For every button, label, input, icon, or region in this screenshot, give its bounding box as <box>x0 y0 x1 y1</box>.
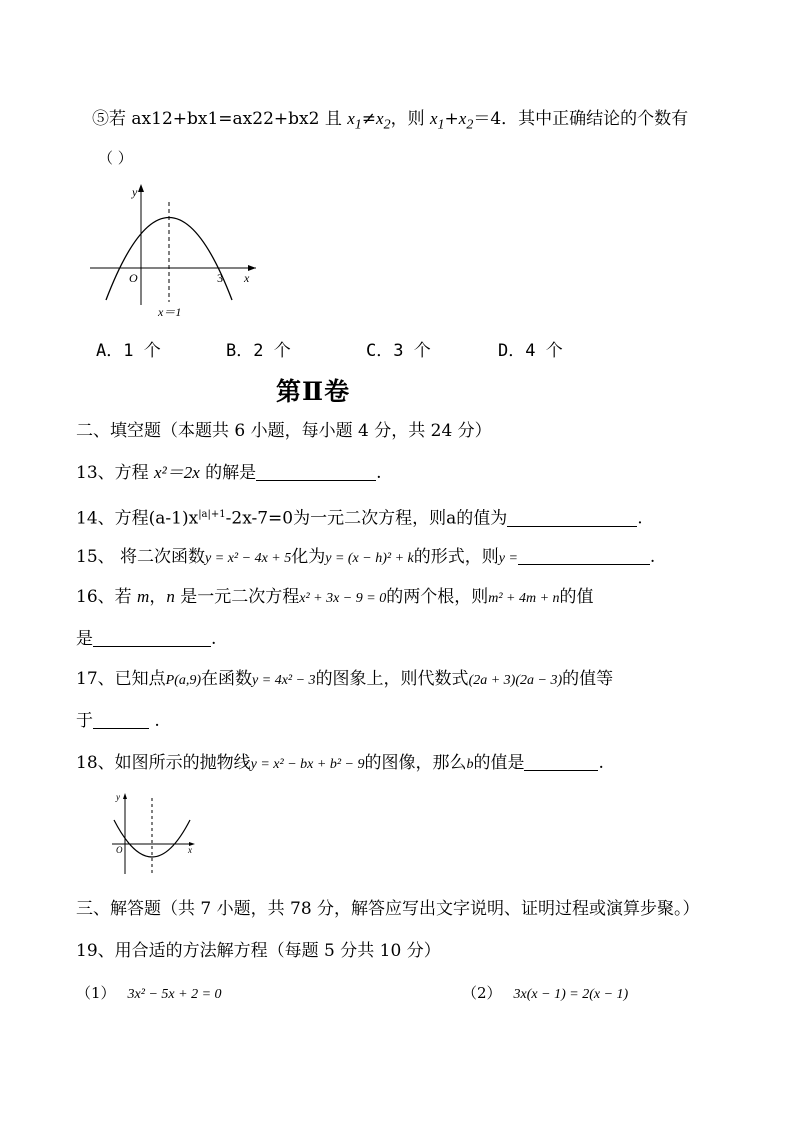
option-d: D．4 个 <box>498 341 563 361</box>
q12-item5-tail: ＝4．其中正确结论的个数有 <box>473 109 689 129</box>
origin-label: O <box>129 271 138 285</box>
sub-1: 1 <box>354 117 362 133</box>
q19-part2 <box>462 982 628 1006</box>
part2-header: 二、填空题（本题共 6 小题，每小题 4 分，共 24 分） <box>76 421 492 441</box>
q17-answer-blank[interactable] <box>93 712 149 729</box>
origin-label: O <box>116 845 123 855</box>
var-x2: x <box>376 109 384 128</box>
q12-item5-lead: ⑤若 ax12+bx1=ax22+bx2 且 <box>92 109 348 129</box>
symmetry-label: x＝1 <box>158 305 182 319</box>
q16-tail: 的值 <box>559 587 594 607</box>
q18 <box>76 752 604 776</box>
q14-answer-blank[interactable] <box>507 510 637 527</box>
q15 <box>76 546 655 570</box>
q14-end: . <box>637 508 643 529</box>
q15-mid: 化为 <box>291 547 326 567</box>
q16-var-m: m <box>137 587 150 606</box>
q12-answer-paren: （ ） <box>98 149 133 167</box>
q19-p2-label: （2） <box>462 984 502 1002</box>
q15-function: y = x² − 4x + 5 <box>205 551 292 566</box>
sub-2b: 2 <box>466 117 474 133</box>
q16-comma: ， <box>149 587 167 607</box>
q12-item5 <box>92 108 688 136</box>
neq-sign: ≠ <box>361 109 377 129</box>
sub-1b: 1 <box>437 117 445 133</box>
tick-3-label: 3 <box>217 271 223 285</box>
q14 <box>76 504 643 530</box>
q19-p1-equation: 3x² − 5x + 2 = 0 <box>127 987 222 1002</box>
q15-y-eq: y = <box>498 551 518 566</box>
q19-title: 19、用合适的方法解方程（每题 5 分共 10 分） <box>76 941 441 961</box>
q18-function: y = x² − bx + b² − 9 <box>250 757 365 772</box>
section-title: 第Ⅱ卷 <box>276 377 351 406</box>
plus-sign: + <box>444 109 459 129</box>
q13-end: . <box>376 463 382 483</box>
q15-pre: 15、 将二次函数 <box>76 547 206 567</box>
var-x1b: x <box>429 109 438 128</box>
option-c: C．3 个 <box>366 341 431 361</box>
q16-pre: 16、若 <box>76 587 138 607</box>
q17-function: y = 4x² − 3 <box>252 673 316 688</box>
q19-p1-label: （1） <box>76 984 116 1002</box>
q18-var-b: b <box>466 757 474 772</box>
q13-post: 的解是 <box>199 463 257 483</box>
y-axis-arrow-icon <box>138 184 144 192</box>
q18-answer-blank[interactable] <box>524 754 598 771</box>
q17-line2 <box>76 710 160 732</box>
q18-parabola-graph <box>108 790 203 876</box>
q17-pre: 17、已知点 <box>76 669 166 689</box>
q16-expression: m² + 4m + n <box>488 591 560 606</box>
q16-end: . <box>211 629 217 649</box>
sub-2: 2 <box>383 117 391 133</box>
q13-pre: 13、方程 <box>76 463 155 483</box>
var-x2b: x <box>458 109 467 128</box>
q16-line2-text: 是 <box>76 629 93 649</box>
q18-end: . <box>598 753 604 773</box>
q17 <box>76 668 613 692</box>
q17-end: . <box>149 711 160 731</box>
q12-parabola-graph <box>84 180 264 320</box>
q13 <box>76 462 382 484</box>
q17-point: P(a,9) <box>165 673 202 688</box>
q15-end: . <box>649 547 656 567</box>
q16-answer-blank[interactable] <box>93 630 211 647</box>
y-axis-arrow-icon <box>123 793 127 799</box>
x-axis-label: x <box>188 845 192 855</box>
q16-mid: 是一元二次方程 <box>174 587 300 607</box>
q14-exponent: |a|+1 <box>198 509 226 520</box>
q16-equation: x² + 3x − 9 = 0 <box>299 591 387 606</box>
q19-part1 <box>76 982 222 1006</box>
q18-mid: 的图像，那么 <box>364 753 467 773</box>
q13-equation: x²＝2x <box>154 463 200 482</box>
q16-var-n: n <box>166 587 175 606</box>
x-axis-label: x <box>244 271 250 285</box>
q17-mid: 在函数 <box>201 669 253 689</box>
q17-post: 的图象上，则代数式 <box>315 669 469 689</box>
q16 <box>76 586 594 610</box>
part3-header: 三、解答题（共 7 小题，共 78 分，解答应写出文字说明、证明过程或演算步聚。） <box>76 899 700 919</box>
q14-mid: -2x-7=0为一元二次方程，则a的值为 <box>225 508 508 529</box>
q19-p2-equation: 3x(x − 1) = 2(x − 1) <box>513 987 629 1002</box>
q17-line2-text: 于 <box>76 711 93 731</box>
var-x1: x <box>347 109 355 128</box>
q15-answer-blank[interactable] <box>518 548 650 565</box>
option-b: B．2 个 <box>226 341 291 361</box>
y-axis-label: y <box>116 792 120 802</box>
q12-item5-mid: ，则 <box>390 109 430 129</box>
q16-post: 的两个根，则 <box>386 587 489 607</box>
q18-post: 的值是 <box>473 753 525 773</box>
q18-pre: 18、如图所示的抛物线 <box>76 753 251 773</box>
y-axis-label: y <box>132 185 138 199</box>
q16-line2 <box>76 628 216 650</box>
q13-answer-blank[interactable] <box>256 464 376 481</box>
q15-vertex-form: y = (x − h)² + k <box>325 551 414 566</box>
q17-tail: 的值等 <box>562 669 614 689</box>
q15-post: 的形式，则 <box>413 547 499 567</box>
q17-expression: (2a + 3)(2a − 3) <box>468 673 563 688</box>
q14-pre: 14、方程(a-1)x <box>76 508 199 529</box>
option-a: A．1 个 <box>96 341 161 361</box>
